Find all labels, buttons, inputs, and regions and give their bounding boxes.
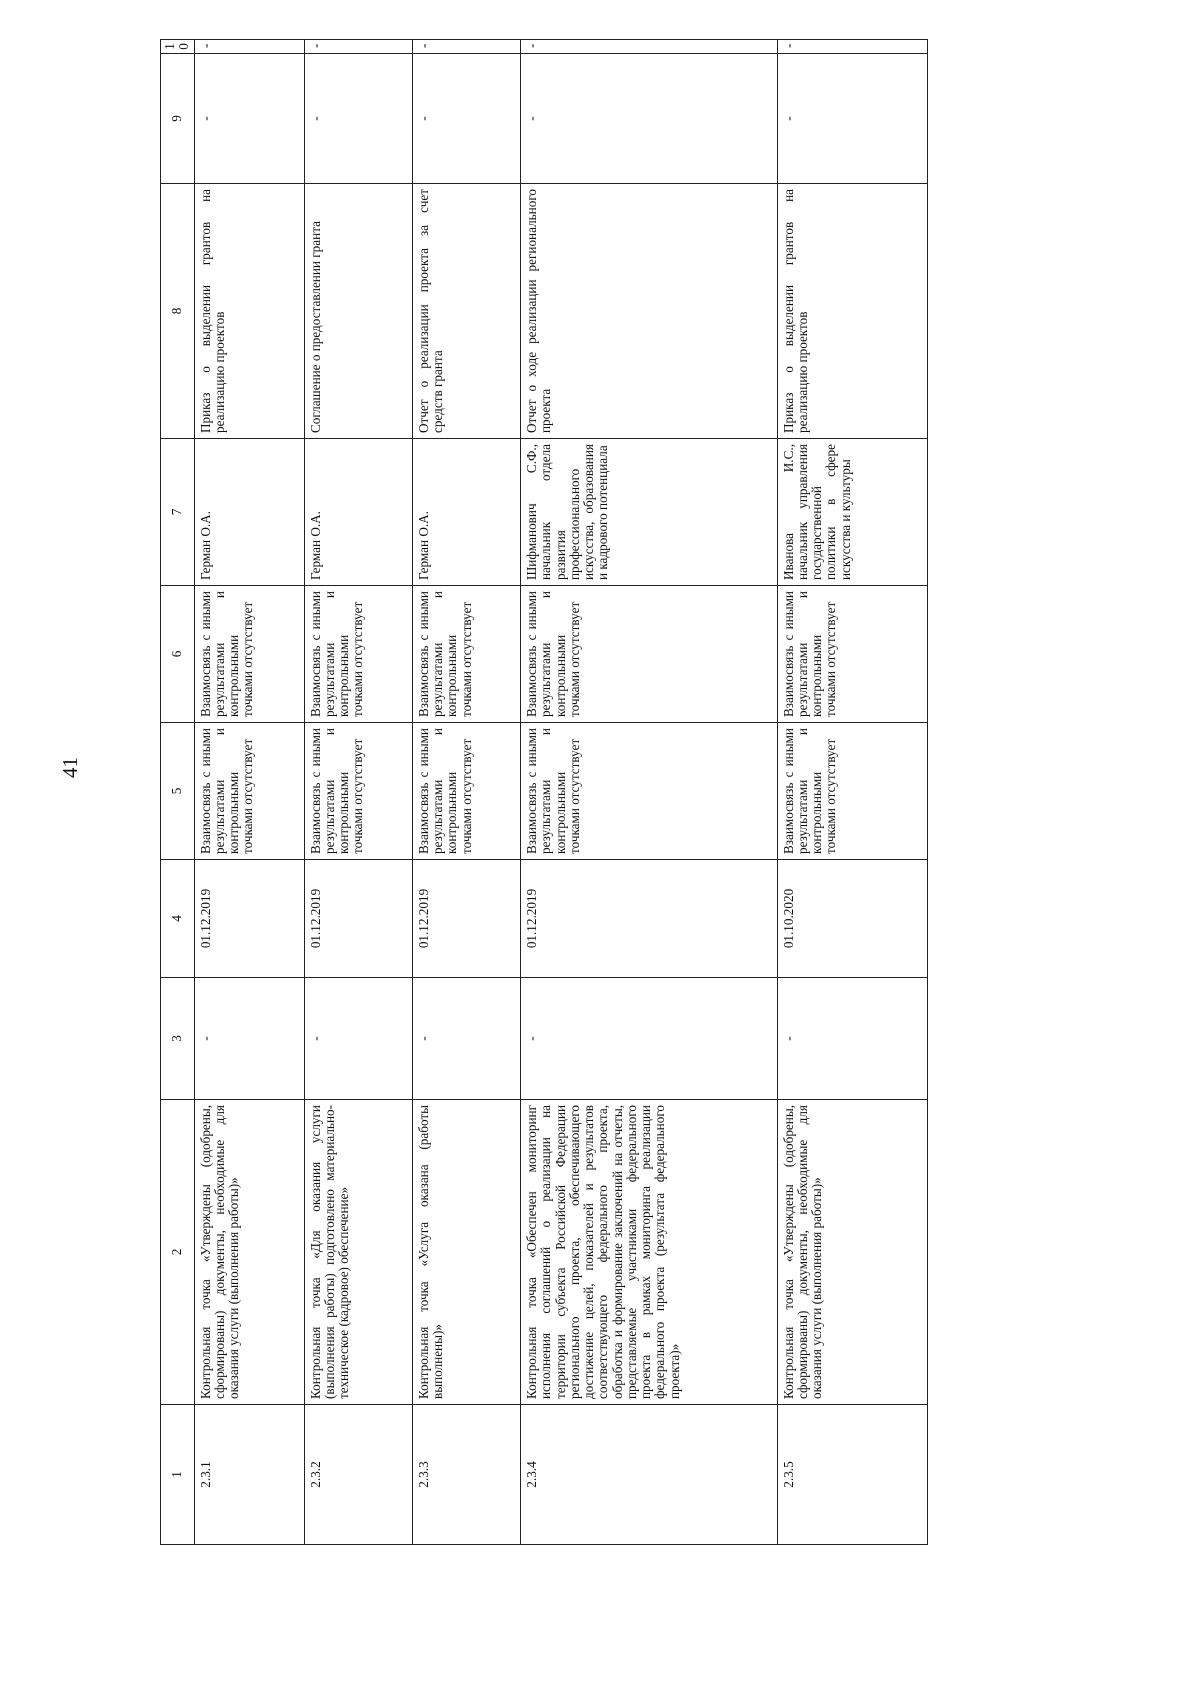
relation-cell: Взаимосвязь с иными результатами и контрольными точками отсутствует bbox=[521, 586, 778, 723]
deadline-date: 01.10.2020 bbox=[777, 860, 927, 978]
header-row bbox=[161, 40, 195, 1545]
deadline-date: 01.12.2019 bbox=[304, 860, 412, 978]
responsible-person: Герман О.А. bbox=[412, 439, 520, 586]
result-document: Отчет о реализации проекта за счет средств гранта bbox=[412, 184, 520, 439]
cell-col3: - bbox=[521, 978, 778, 1100]
col-header-3: 3 bbox=[161, 978, 195, 1100]
responsible-person: Герман О.А. bbox=[194, 439, 304, 586]
col-header-2: 2 bbox=[161, 1100, 195, 1405]
relation-cell: Взаимосвязь с иными результатами и контрольными точками отсутствует bbox=[412, 586, 520, 723]
cell-col10: - bbox=[777, 40, 927, 54]
cell-col9: - bbox=[304, 54, 412, 184]
document-table-container bbox=[160, 40, 928, 1545]
relation-cell: Взаимосвязь с иными результатами и контрольными точками отсутствует bbox=[194, 723, 304, 860]
cell-col10: - bbox=[521, 40, 778, 54]
relation-cell: Взаимосвязь с иными результатами и контрольными точками отсутствует bbox=[521, 723, 778, 860]
col-header-4: 4 bbox=[161, 860, 195, 978]
responsible-person: Шифманович С.Ф., начальник отдела развития профессионального искусства, образования и кадрового потенциала bbox=[521, 439, 778, 586]
relation-cell: Взаимосвязь с иными результатами и контрольными точками отсутствует bbox=[304, 586, 412, 723]
control-point-name: Контрольная точка «Утверждены (одобрены, сформированы) документы, необходимые для оказания услуги (выполнения работы)» bbox=[777, 1100, 927, 1405]
control-point-name: Контрольная точка «Обеспечен мониторинг исполнения соглашений о реализации на территории субъекта Российской Федерации регионального проекта, обеспечивающего достижение целей, показателей и результатов соответствующего федерального проекта, обработка и формирование заключений на отчеты, представляемые участниками федерального проекта в рамках мониторинга реализации федерального проекта (результата федерального проекта)» bbox=[521, 1100, 778, 1405]
table-row bbox=[777, 40, 927, 1545]
cell-col9: - bbox=[412, 54, 520, 184]
row-number: 2.3.3 bbox=[412, 1405, 520, 1545]
cell-col3: - bbox=[194, 978, 304, 1100]
table-row bbox=[194, 40, 304, 1545]
control-point-name: Контрольная точка «Услуга оказана (работы выполнены)» bbox=[412, 1100, 520, 1405]
row-number: 2.3.5 bbox=[777, 1405, 927, 1545]
responsible-person: Герман О.А. bbox=[304, 439, 412, 586]
control-point-name: Контрольная точка «Для оказания услуги (выполнения работы) подготовлено материально-техническое (кадровое) обеспечение» bbox=[304, 1100, 412, 1405]
control-points-table bbox=[160, 39, 928, 1545]
table-row bbox=[412, 40, 520, 1545]
col-header-7: 7 bbox=[161, 439, 195, 586]
result-document: Отчет о ходе реализации регионального проекта bbox=[521, 184, 778, 439]
page-number: 41 bbox=[58, 757, 82, 778]
cell-col3: - bbox=[412, 978, 520, 1100]
responsible-person: Иванова И.С., начальник управления государственной политики в сфере искусства и культуры bbox=[777, 439, 927, 586]
deadline-date: 01.12.2019 bbox=[412, 860, 520, 978]
relation-cell: Взаимосвязь с иными результатами и контрольными точками отсутствует bbox=[777, 723, 927, 860]
col-header-1: 1 bbox=[161, 1405, 195, 1545]
cell-col9: - bbox=[777, 54, 927, 184]
col-header-8: 8 bbox=[161, 184, 195, 439]
cell-col9: - bbox=[194, 54, 304, 184]
col-header-10: 10 bbox=[161, 40, 195, 54]
deadline-date: 01.12.2019 bbox=[194, 860, 304, 978]
cell-col10: - bbox=[304, 40, 412, 54]
col-header-5: 5 bbox=[161, 723, 195, 860]
relation-cell: Взаимосвязь с иными результатами и контрольными точками отсутствует bbox=[777, 586, 927, 723]
control-point-name: Контрольная точка «Утверждены (одобрены, сформированы) документы, необходимые для оказания услуги (выполнения работы)» bbox=[194, 1100, 304, 1405]
table-row bbox=[521, 40, 778, 1545]
cell-col10: - bbox=[412, 40, 520, 54]
cell-col3: - bbox=[304, 978, 412, 1100]
relation-cell: Взаимосвязь с иными результатами и контрольными точками отсутствует bbox=[194, 586, 304, 723]
row-number: 2.3.2 bbox=[304, 1405, 412, 1545]
col-header-9: 9 bbox=[161, 54, 195, 184]
row-number: 2.3.4 bbox=[521, 1405, 778, 1545]
result-document: Приказ о выделении грантов на реализацию проектов bbox=[194, 184, 304, 439]
cell-col3: - bbox=[777, 978, 927, 1100]
relation-cell: Взаимосвязь с иными результатами и контрольными точками отсутствует bbox=[412, 723, 520, 860]
result-document: Соглашение о предоставлении гранта bbox=[304, 184, 412, 439]
relation-cell: Взаимосвязь с иными результатами и контрольными точками отсутствует bbox=[304, 723, 412, 860]
result-document: Приказ о выделении грантов на реализацию проектов bbox=[777, 184, 927, 439]
cell-col10: - bbox=[194, 40, 304, 54]
row-number: 2.3.1 bbox=[194, 1405, 304, 1545]
col-header-6: 6 bbox=[161, 586, 195, 723]
deadline-date: 01.12.2019 bbox=[521, 860, 778, 978]
cell-col9: - bbox=[521, 54, 778, 184]
table-row bbox=[304, 40, 412, 1545]
